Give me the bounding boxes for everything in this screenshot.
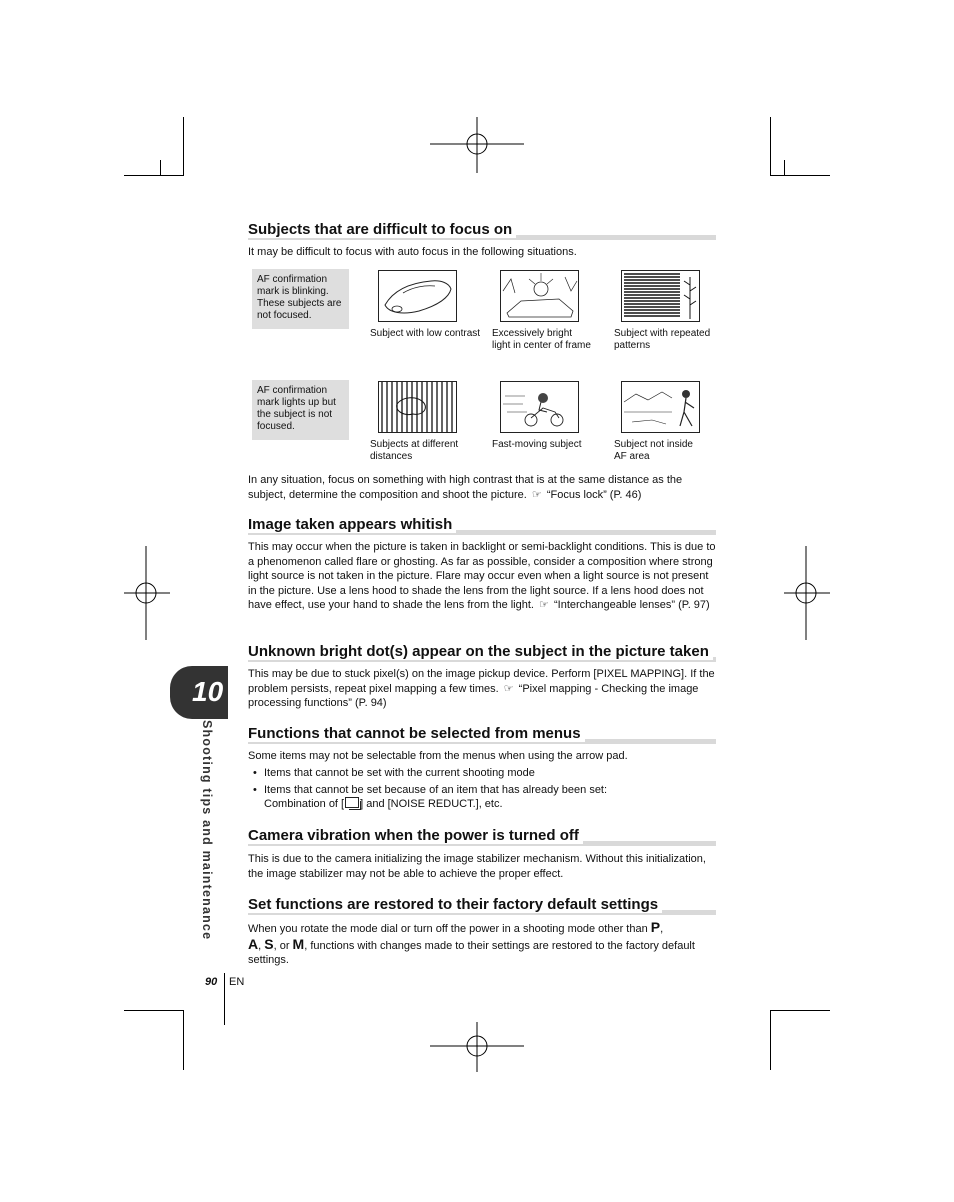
mode-a: A <box>248 935 259 952</box>
repeated-patterns-image <box>621 270 700 322</box>
heading-menus: Functions that cannot be selected from menus <box>248 725 716 743</box>
reference-hand-icon: ☞ <box>531 488 542 501</box>
footer-divider <box>224 973 225 1025</box>
sequential-shooting-icon <box>345 797 359 808</box>
vibration-body: This is due to the camera initializing the image stabilizer mechanism. Without this initialization, the image stabilizer may not be able to achieve the proper effect. <box>248 853 706 880</box>
mode-m: M <box>292 935 305 952</box>
caption-low-contrast: Subject with low contrast <box>370 328 481 339</box>
registration-mark-bottom <box>430 1022 524 1072</box>
focus-lock-reference[interactable]: “Focus lock” (P. 46) <box>546 488 642 501</box>
restored-body: When you rotate the mode dial or turn off the power in a shooting mode other than P, A, S, or M, functions with changes made to their settings are restored to the factory default settings. <box>248 919 695 967</box>
dots-body: This may be due to stuck pixel(s) on the image pickup device. Perform [PIXEL MAPPING]. If the problem persists, repeat pixel mapping a few times. ☞ “Pixel mapping - Checking the image processing functions” (P. 94) <box>248 668 715 710</box>
fast-moving-image <box>500 381 579 433</box>
caption-repeated-patterns: Subject with repeated patterns <box>614 328 711 351</box>
registration-mark-right <box>784 546 830 640</box>
mode-s: S <box>264 935 274 952</box>
list-item: • Items that cannot be set because of an item that has already been set: Combination of [ ] and [NOISE REDUCT.], etc. <box>248 783 718 812</box>
reference-hand-icon: ☞ <box>539 599 549 612</box>
heading-whitish: Image taken appears whitish <box>248 516 716 534</box>
focus-body: In any situation, focus on something with high contrast that is at the same distance as the subject, determine the composition and shoot the picture. ☞ “Focus lock” (P. 46) <box>248 474 683 501</box>
heading-vibration: Camera vibration when the power is turned off <box>248 827 716 845</box>
registration-mark-left <box>124 546 170 640</box>
whitish-body: This may occur when the picture is taken in backlight or semi-backlight conditions. This is due to a phenomenon called flare or ghosting. As far as possible, consider a composition where strong light source is not taken in the picture. Flare may occur even when a light source is not present in the picture. Use a lens hood to shade the lens from the light source. If a lens hood does not have effect, use your hand to shade the lens from the light. ☞ “Interchangeable lenses” (P. 97) <box>248 541 716 612</box>
reference-hand-icon: ☞ <box>503 682 514 695</box>
pixel-mapping-reference[interactable]: “Pixel mapping - Checking the image processing functions” (P. 94) <box>248 682 699 710</box>
caption-bright-light: Excessively bright light in center of frame <box>492 328 591 351</box>
low-contrast-image <box>378 270 457 322</box>
mode-p: P <box>650 919 661 935</box>
different-distances-image <box>378 381 457 433</box>
outside-af-area-image <box>621 381 700 433</box>
menus-body: Some items may not be selectable from the menus when using the arrow pad. <box>248 750 628 762</box>
list-item: • Items that cannot be set with the current shooting mode <box>248 766 718 781</box>
heading-restored: Set functions are restored to their factory default settings <box>248 896 716 914</box>
lenses-reference[interactable]: “Interchangeable lenses” (P. 97) <box>553 599 710 612</box>
bright-light-image <box>500 270 579 322</box>
registration-mark-top <box>430 117 524 173</box>
caption-outside-af: Subject not inside AF area <box>614 439 693 462</box>
menus-list <box>248 766 718 814</box>
af-lights-box: AF confirmation mark lights up but the subject is not focused. <box>252 380 349 440</box>
focus-intro: It may be difficult to focus with auto focus in the following situations. <box>248 246 577 258</box>
af-blinking-box: AF confirmation mark is blinking. These subjects are not focused. <box>252 269 349 329</box>
chapter-tab: 10 <box>170 666 228 719</box>
heading-difficult-focus: Subjects that are difficult to focus on <box>248 221 716 239</box>
page-number: 90 <box>205 976 218 988</box>
caption-different-distances: Subjects at different distances <box>370 439 459 462</box>
chapter-title: Shooting tips and maintenance <box>200 720 214 941</box>
caption-fast-moving: Fast-moving subject <box>492 439 582 450</box>
heading-bright-dots: Unknown bright dot(s) appear on the subject in the picture taken <box>248 643 716 661</box>
footer-language: EN <box>229 976 245 988</box>
